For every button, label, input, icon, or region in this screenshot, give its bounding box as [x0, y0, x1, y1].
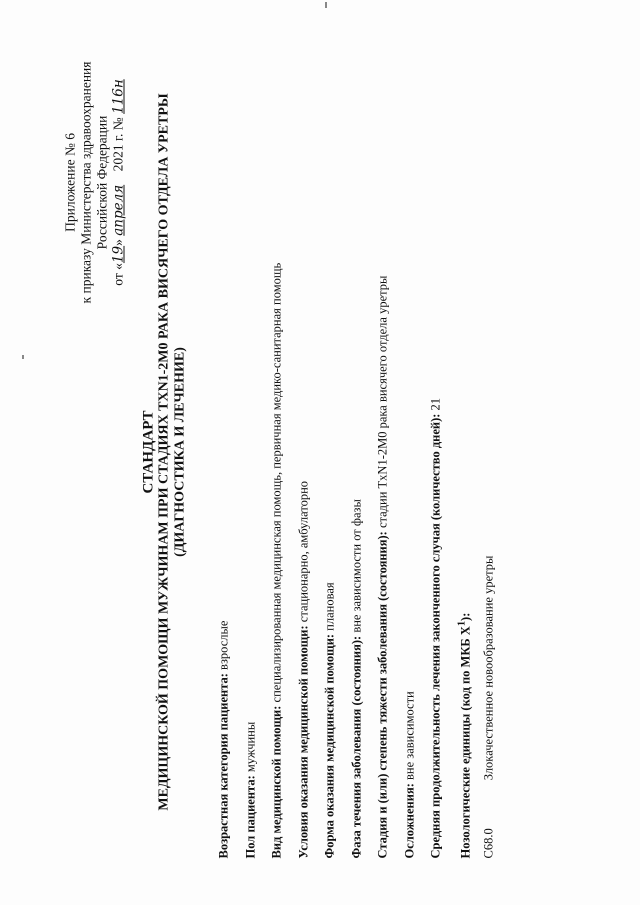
field-sex: Пол пациента: мужчины — [243, 721, 257, 859]
appendix-order: к приказу Министерства здравоохранения — [78, 61, 94, 304]
field-disease-stage: Стадия и (или) степень тяжести заболевания (состояния): стадии TxN1-2M0 рака висячего отдела уретры — [375, 275, 390, 859]
field-care-form: Форма оказания медицинской помощи: плановая — [322, 582, 337, 859]
title-standard: СТАНДАРТ — [140, 410, 157, 494]
appendix-federation: Российской Федерации — [94, 115, 110, 250]
field-list — [216, 263, 508, 859]
field-nosology: Нозологические единицы (код по МКБ $X^1$): — [456, 612, 473, 859]
handwritten-day: 19 — [110, 245, 127, 264]
field-age: Возрастная категория пациента: взрослые — [216, 620, 231, 859]
field-disease-phase: Фаза течения заболевания (состояния): вне зависимости от фазы — [349, 499, 363, 859]
document-title — [141, 0, 189, 905]
rotated-content — [1, 0, 640, 905]
field-care-conditions: Условия оказания медицинской помощи: стационарно, амбулаторно — [296, 480, 310, 859]
handwritten-number: 116н — [110, 79, 127, 114]
field-complications: Осложнения: вне зависимости — [402, 691, 416, 859]
handwritten-month: апреля — [110, 184, 127, 236]
icd-code: C68.0 — [481, 828, 496, 859]
appendix-header — [63, 62, 127, 304]
title-main: МЕДИЦИНСКОЙ ПОМОЩИ МУЖЧИНАМ ПРИ СТАДИЯХ TXN1-2M0 РАКА ВИСЯЧЕГО ОТДЕЛА УРЕТРЫ — [156, 93, 172, 811]
nosology-entry — [481, 263, 508, 859]
title-sub: (ДИАГНОСТИКА И ЛЕЧЕНИЕ) — [172, 347, 188, 557]
appendix-number: Приложение № 6 — [62, 133, 78, 232]
appendix-date: от «19» апреля 2021 г. № 116н — [110, 79, 127, 286]
icd-name: Злокачественное новообразование уретры — [481, 555, 496, 781]
field-care-type: Вид медицинской помощи: специализированная медицинская помощь, первичная медико-санитарная помощь — [269, 262, 284, 859]
field-duration: Средняя продолжительность лечения законченного случая (количество дней): 21 — [428, 397, 443, 859]
